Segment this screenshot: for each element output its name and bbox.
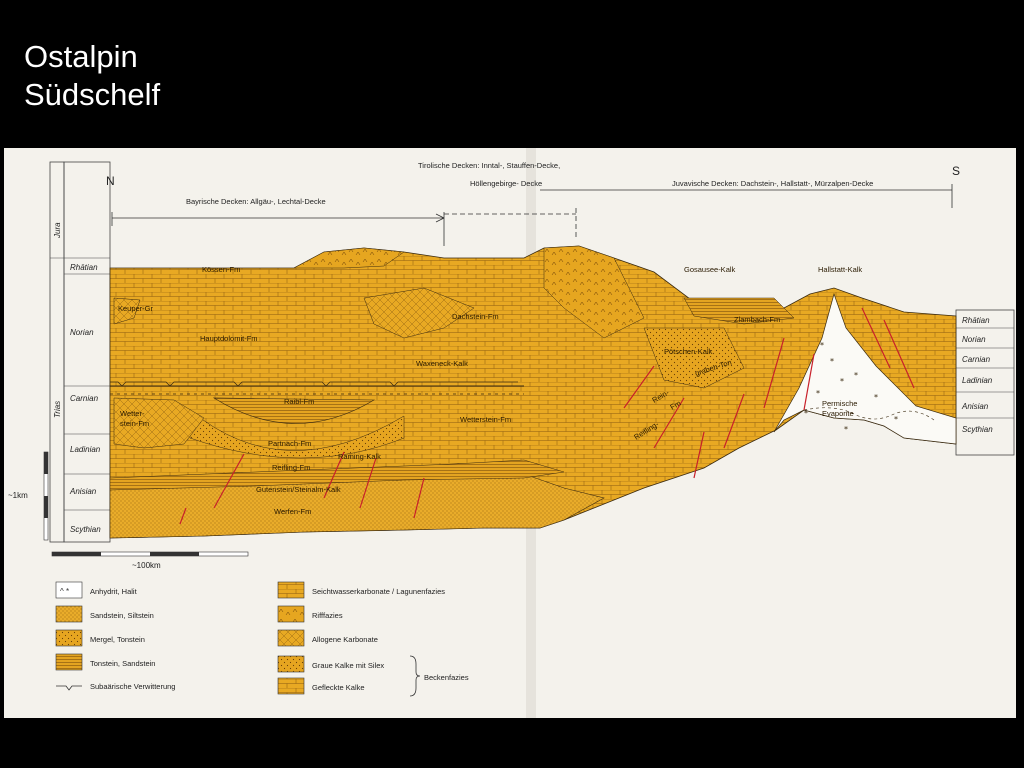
label-rein: Rein-: [650, 387, 671, 405]
legend-anhydrit: Anhydrit, Halit: [90, 587, 137, 596]
legend-seichtwasser: Seichtwasserkarbonate / Lagunenfazies: [312, 587, 446, 596]
cross-section-figure: [4, 148, 1016, 718]
label-partnach: Partnach-Fm: [268, 439, 312, 448]
legend-graue-kalke: Graue Kalke mit Silex: [312, 661, 385, 670]
slide-title: [24, 38, 160, 114]
stage-right-anisian: Anisian: [962, 402, 989, 411]
svg-text:*: *: [816, 389, 820, 398]
stage-left-anisian: Anisian: [70, 487, 97, 496]
decken-tirol-line1: Tirolische Decken: Inntal-, Stauffen-Decke,: [418, 161, 561, 170]
legend-beckenfazies: Beckenfazies: [424, 673, 469, 682]
svg-text:*: *: [854, 371, 858, 380]
svg-text:*: *: [874, 393, 878, 402]
legend-left: [56, 582, 175, 691]
label-wetterstein-left-1: Wetter-: [120, 409, 145, 418]
decken-bayrisch: Bayrische Decken: Allgäu-, Lechtal-Decke: [186, 197, 326, 206]
label-keuper: Keuper-Gr: [118, 304, 154, 313]
label-poetschen: Pötschen-Kalk: [664, 347, 713, 356]
stage-right-scythian: Scythian: [962, 425, 993, 434]
stage-right-carnian: Carnian: [962, 355, 991, 364]
legend-allogene: Allogene Karbonate: [312, 635, 378, 644]
svg-text:*: *: [894, 415, 898, 424]
label-gosausee: Gosausee-Kalk: [684, 265, 736, 274]
label-hallstatt: Hallstatt-Kalk: [818, 265, 863, 274]
system-trias: Trias: [53, 400, 62, 418]
label-reifling-left: Reifling-Fm: [272, 463, 311, 472]
legend-verwitterung: Subaärische Verwitterung: [90, 682, 176, 691]
direction-south: S: [952, 164, 961, 178]
label-zlambach: Zlambach-Fm: [734, 315, 781, 324]
label-wetterstein-mid: Wetterstein-Fm: [460, 415, 512, 424]
label-wetterstein-left-2: stein-Fm: [120, 419, 150, 428]
stage-left-scythian: Scythian: [70, 525, 101, 534]
stage-left-ladinian: Ladinian: [70, 445, 101, 454]
system-column: [50, 162, 64, 542]
scale-horizontal-label: ~100km: [132, 561, 161, 570]
cross-section-svg: [4, 148, 1016, 718]
decken-tirol-line2: Höllengebirge- Decke: [470, 179, 543, 188]
label-werfen: Werfen-Fm: [274, 507, 312, 516]
label-waxeneck: Waxeneck-Kalk: [416, 359, 468, 368]
slide-title-line2: Südschelf: [24, 77, 161, 112]
system-jura: Jura: [53, 222, 62, 238]
legend-gefleckte-kalke: Gefleckte Kalke: [312, 683, 365, 692]
label-gutenstein: Gutenstein/Steinalm-Kalk: [256, 485, 341, 494]
label-permische: Permische: [822, 399, 858, 408]
svg-text:*: *: [840, 377, 844, 386]
stage-left-carnian: Carnian: [70, 394, 99, 403]
legend-rifffazies: Rifffazies: [312, 611, 343, 620]
label-raibl: Raibl-Fm: [284, 397, 315, 406]
label-hauptdolomit: Hauptdolomit-Fm: [200, 334, 258, 343]
svg-text:*: *: [804, 409, 808, 418]
svg-text:*: *: [844, 425, 848, 434]
decken-bracket-bayrisch: [112, 212, 444, 246]
label-evaporite: Evaporite: [822, 409, 854, 418]
stage-right-ladinian: Ladinian: [962, 376, 993, 385]
label-raming: Raming-Kalk: [338, 452, 381, 461]
scale-vertical-label: ~1km: [8, 491, 28, 500]
slide-title-line1: Ostalpin: [24, 39, 138, 74]
stage-left-rhaetian: Rhätian: [70, 263, 98, 272]
label-graben: graben-Ton: [693, 357, 733, 378]
svg-text:^ *: ^ *: [60, 587, 70, 596]
label-reifling-right: Reifling-: [632, 419, 661, 442]
legend-tonstein: Tonstein, Sandstein: [90, 659, 156, 668]
direction-north: N: [106, 174, 115, 188]
legend-mergel: Mergel, Tonstein: [90, 635, 145, 644]
decken-bracket-tirol: [444, 208, 576, 240]
svg-text:*: *: [830, 357, 834, 366]
legend-right: [278, 582, 469, 696]
label-dachstein: Dachstein-Fm: [452, 312, 499, 321]
stage-column-left: [64, 162, 110, 542]
label-koessen: Kössen-Fm: [202, 265, 241, 274]
stage-right-rhaetian: Rhätian: [962, 316, 990, 325]
label-rein-fm: Fm: [668, 398, 683, 412]
stage-left-norian: Norian: [70, 328, 94, 337]
legend-sandstein: Sandstein, Siltstein: [90, 611, 154, 620]
decken-juvavisch: Juvavische Decken: Dachstein-, Hallstatt-, Mürzalpen-Decke: [672, 179, 874, 188]
svg-text:*: *: [820, 341, 824, 350]
stage-right-norian: Norian: [962, 335, 986, 344]
